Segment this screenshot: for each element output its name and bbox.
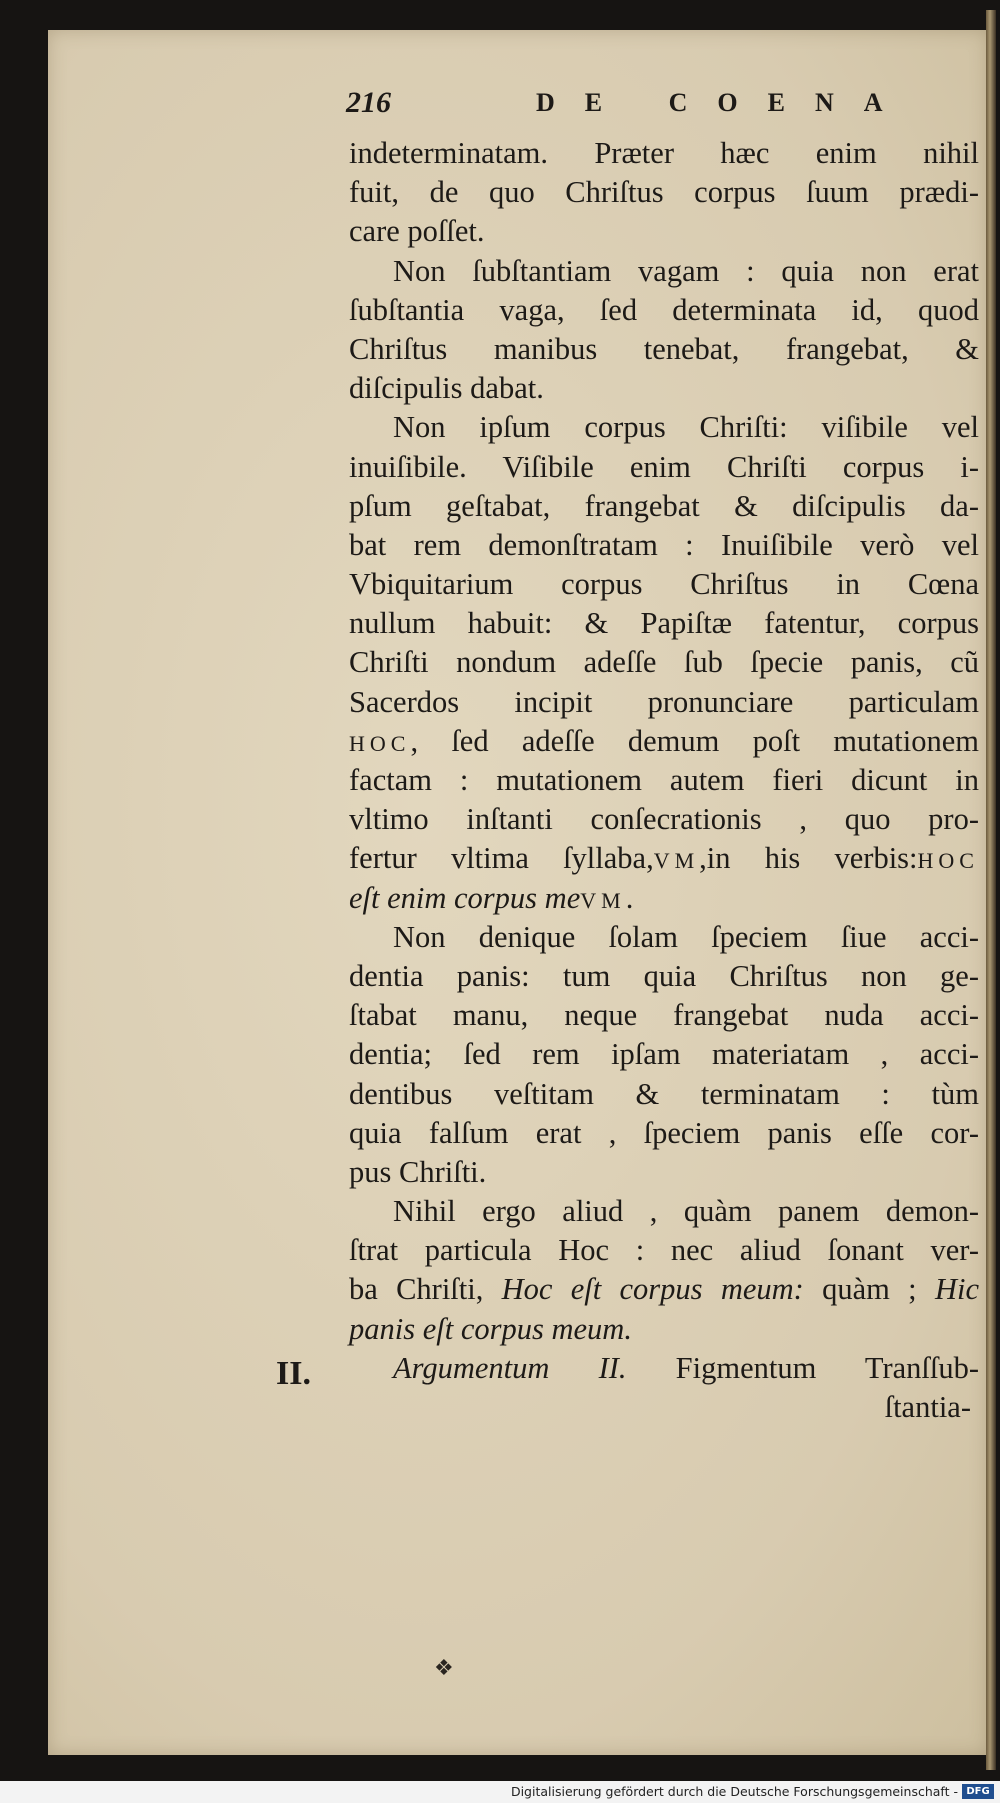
text-segment: .: [625, 880, 634, 915]
text-line: [349, 1075, 979, 1114]
text-line: [349, 1192, 979, 1231]
text-segment: diſcipulis dabat.: [349, 371, 544, 406]
text-line: [349, 487, 979, 526]
text-segment: nullum habuit: & Papiſtæ fatentur, corpus: [349, 606, 979, 641]
text-segment: pus Chriſti.: [349, 1154, 487, 1189]
text-line: [349, 369, 979, 408]
page-edge: [986, 10, 996, 1770]
text-line: [349, 291, 979, 330]
text-segment: bat rem demonſtratam : Inuiſibile verò vel: [349, 527, 979, 562]
text-line: [349, 1349, 979, 1388]
text-segment: dentibus veſtitam & terminatam : tùm: [349, 1076, 979, 1111]
text-segment: Non ſubſtantiam vagam : quia non erat: [393, 253, 979, 288]
text-line: [349, 800, 979, 839]
text-line: [349, 957, 979, 996]
text-segment: ſubſtantia vaga, ſed determinata id, quod: [349, 292, 979, 327]
fleuron-ornament: ❖: [434, 1655, 454, 1680]
page-header: [346, 86, 986, 130]
text-line: [349, 683, 979, 722]
text-line: [349, 1231, 979, 1270]
text-segment: Non denique ſolam ſpeciem ſiue acci-: [393, 919, 979, 954]
body-text: [349, 134, 979, 1427]
text-segment: dentia; ſed rem ipſam materiatam , acci-: [349, 1037, 979, 1072]
text-line: [349, 761, 979, 800]
footer-bar: [0, 1781, 1000, 1803]
text-line: [349, 565, 979, 604]
text-segment: quàm ;: [803, 1272, 935, 1307]
text-segment: ba Chriſti,: [349, 1272, 502, 1307]
text-segment: care poſſet.: [349, 214, 485, 249]
text-segment: HOC: [349, 730, 411, 756]
text-line: [349, 448, 979, 487]
text-segment: VM: [580, 887, 626, 913]
text-line: [349, 252, 979, 291]
text-segment: vltimo inſtanti conſecrationis , quo pro-: [349, 802, 979, 837]
text-segment: ſtrat particula Hoc : nec aliud ſonant ver-: [349, 1233, 979, 1268]
text-segment: HOC: [917, 848, 979, 874]
text-line: [349, 1035, 979, 1074]
text-segment: Sacerdos incipit pronunciare particulam: [349, 684, 979, 719]
text-segment: Chriſtus manibus tenebat, frangebat, &: [349, 331, 979, 366]
text-line: [349, 1153, 979, 1192]
text-segment: inuiſibile. Viſibile enim Chriſti corpus i-: [349, 449, 979, 484]
text-segment: indeterminatam. Præter hæc enim nihil: [349, 136, 979, 170]
text-segment: eſt enim corpus me: [349, 880, 581, 915]
text-segment: Vbiquitarium corpus Chriſtus in Cœna: [349, 567, 979, 602]
text-line: [349, 1310, 979, 1349]
footer-credit: Digitalisierung gefördert durch die Deutsche Forschungsgemeinschaft -: [510, 1784, 958, 1799]
dfg-logo: DFG: [962, 1784, 994, 1799]
text-segment: fertur vltima ſyllaba,: [349, 841, 654, 876]
text-line: [349, 526, 979, 565]
text-line: [349, 134, 979, 173]
text-line: [349, 1114, 979, 1153]
text-segment: fuit, de quo Chriſtus corpus ſuum prædi-: [349, 175, 979, 210]
text-segment: ſtantia-: [884, 1390, 971, 1424]
text-line: [349, 1270, 979, 1309]
text-segment: , ſed adeſſe demum poſt mutationem: [410, 723, 979, 758]
text-line: [349, 1388, 979, 1427]
text-segment: Hic: [934, 1272, 979, 1307]
text-line: [349, 330, 979, 369]
text-segment: Hoc eſt corpus meum:: [501, 1272, 804, 1307]
text-segment: factam : mutationem autem fieri dicunt in: [349, 763, 979, 797]
text-line: [349, 408, 979, 447]
text-line: [349, 173, 979, 212]
text-segment: ,in his verbis:: [699, 841, 918, 876]
text-line: [349, 996, 979, 1035]
text-segment: quia falſum erat , ſpeciem panis eſſe cor-: [349, 1115, 979, 1150]
text-segment: Figmentum Tranſſub-: [626, 1350, 979, 1385]
page-number: 216: [346, 86, 391, 119]
text-line: [349, 918, 979, 957]
text-segment: ſtabat manu, neque frangebat nuda acci-: [349, 998, 979, 1033]
text-line: [349, 643, 979, 682]
text-segment: Chriſti nondum adeſſe ſub ſpecie panis, cũ: [349, 645, 979, 680]
text-segment: dentia panis: tum quia Chriſtus non ge-: [349, 958, 979, 993]
text-segment: panis eſt corpus meum.: [349, 1311, 632, 1346]
running-title: DE COENA: [536, 88, 913, 117]
text-segment: pſum geſtabat, frangebat & diſcipulis da-: [349, 488, 979, 523]
text-line: [349, 604, 979, 643]
text-segment: VM: [653, 848, 700, 874]
text-line: [349, 212, 979, 251]
margin-note: II.: [276, 1355, 311, 1392]
text-line: [349, 722, 979, 761]
text-line: [349, 839, 979, 878]
text-segment: Nihil ergo aliud , quàm panem demon-: [393, 1194, 979, 1229]
text-line: [349, 879, 979, 918]
text-segment: Non ipſum corpus Chriſti: viſibile vel: [393, 410, 979, 445]
text-segment: Argumentum II.: [393, 1350, 627, 1385]
